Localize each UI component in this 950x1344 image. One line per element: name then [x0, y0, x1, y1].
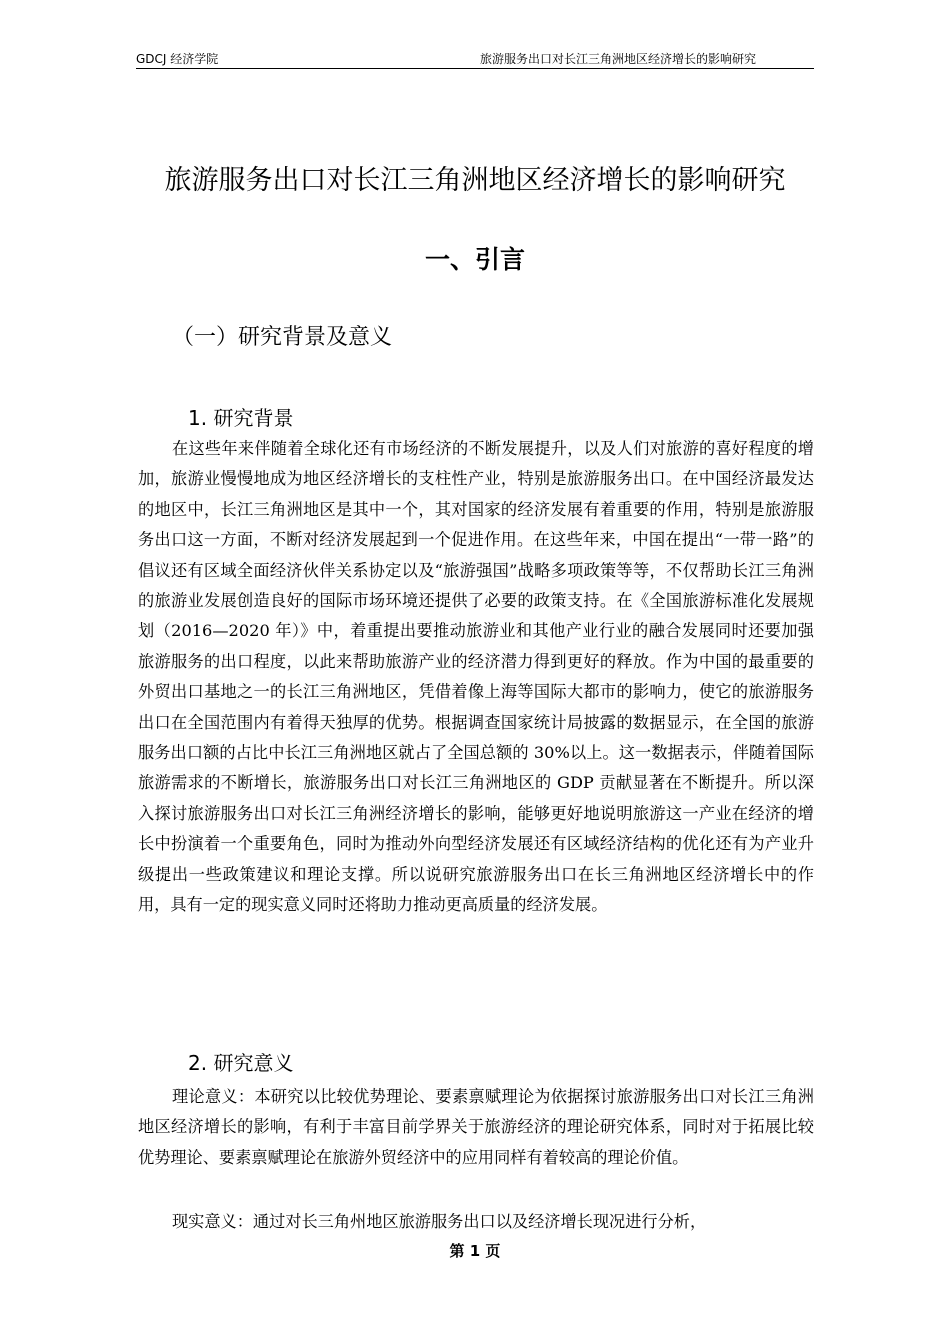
document-title: 旅游服务出口对长江三角洲地区经济增长的影响研究: [164, 165, 786, 196]
subsection-heading: （一）研究背景及意义: [172, 325, 393, 350]
practical-significance-paragraph: 现实意义：通过对长三角州地区旅游服务出口以及经济增长现况进行分析，: [172, 1212, 707, 1231]
page-number: 第 1 页: [449, 1242, 501, 1260]
theory-significance-paragraph: 理论意义：本研究以比较优势理论、要素禀赋理论为依据探讨旅游服务出口对长江三角洲地区经济增长的影响，有利于丰富目前学界关于旅游经济的理论研究体系，同时对于拓展比较优势理论、要素禀赋理论在旅游外贸经济中的应用同样有着较高的理论价值。: [138, 1087, 814, 1167]
section-heading: 一、引言: [424, 245, 525, 274]
significance-heading: 2. 研究意义: [188, 1051, 294, 1075]
background-heading: 1. 研究背景: [188, 406, 294, 430]
page-header: [136, 50, 814, 69]
header-running-title: 旅游服务出口对长江三角洲地区经济增长的影响研究: [479, 52, 756, 66]
background-paragraph: 在这些年来伴随着全球化还有市场经济的不断发展提升，以及人们对旅游的喜好程度的增加，旅游业慢慢地成为地区经济增长的支柱性产业，特别是旅游服务出口。在中国经济最发达的地区中，长江三角洲地区是其中一个，其对国家的经济发展有着重要的作用，特别是旅游服务出口这一方面，不断对经济发展起到一个促进作用。在这些年来，中国在提出“一带一路”的倡议还有区域全面经济伙伴关系协定以及“旅游强国”战略多项政策等等，不仅帮助长江三角洲的旅游业发展创造良好的国际市场环境还提供了必要的政策支持。在《全国旅游标准化发展规划（2016—2020 年）》中，着重提出要推动旅游业和其他产业行业的融合发展同时还要加强旅游服务的出口程度，以此来帮助旅游产业的经济潜力得到更好的释放。作为中国的最重要的外贸出口基地之一的长江三角洲地区，凭借着像上海等国际大都市的影响力，使它的旅游服务出口在全国范围内有着得天独厚的优势。根据调查国家统计局披露的数据显示，在全国的旅游服务出口额的占比中长江三角洲地区就占了全国总额的 30%以上。这一数据表示，伴随着国际旅游需求的不断增长，旅游服务出口对长江三角洲地区的 GDP 贡献显著在不断提升。所以深入探讨旅游服务出口对长江三角洲经济增长的影响，能够更好地说明旅游这一产业在经济的增长中扮演着一个重要角色，同时为推动外向型经济发展还有区域经济结构的优化还有为产业升级提出一些政策建议和理论支撑。所以说研究旅游服务出口在长三角洲地区经济增长中的作用，具有一定的现实意义同时还将助力推动更高质量的经济发展。: [138, 439, 814, 915]
header-school: GDCJ 经济学院: [136, 52, 219, 66]
